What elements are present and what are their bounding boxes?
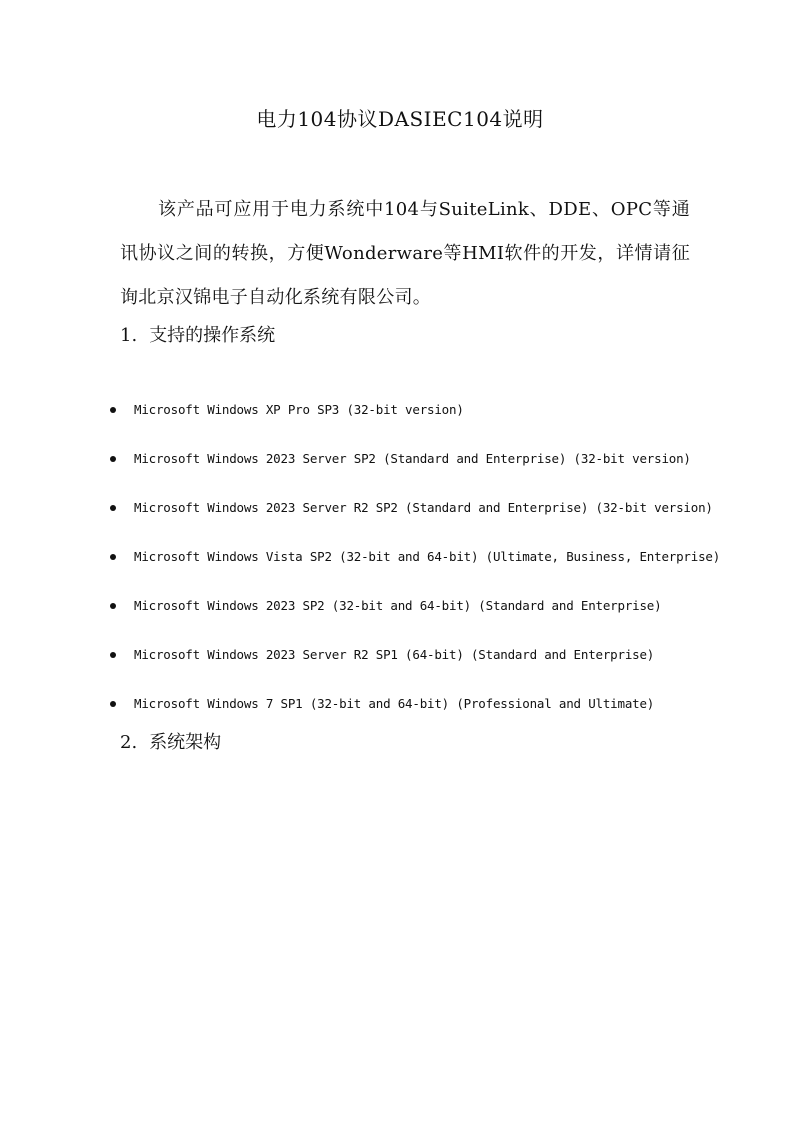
list-item: [110, 581, 750, 630]
list-item: [110, 679, 750, 728]
os-item-text: Microsoft Windows XP Pro SP3 (32-bit version): [134, 402, 464, 417]
section-number: 2.: [120, 732, 138, 753]
section-title: 系统架构: [149, 732, 222, 753]
section-number: 1.: [120, 325, 138, 346]
list-item: [110, 385, 750, 434]
bullet-icon: [110, 407, 116, 413]
os-item-text: Microsoft Windows 2023 Server R2 SP1 (64-bit) (Standard and Enterprise): [134, 647, 655, 662]
list-item: [110, 434, 750, 483]
intro-paragraph: 该产品可应用于电力系统中104与SuiteLink、DDE、OPC等通讯协议之间的转换，方便Wonderware等HMI软件的开发，详情请征询北京汉锦电子自动化系统有限公司。: [120, 199, 690, 308]
bullet-icon: [110, 456, 116, 462]
os-item-text: Microsoft Windows Vista SP2 (32-bit and 64-bit) (Ultimate, Business, Enterprise): [134, 549, 721, 564]
os-item-text: Microsoft Windows 2023 SP2 (32-bit and 64-bit) (Standard and Enterprise): [134, 598, 662, 613]
bullet-icon: [110, 701, 116, 707]
os-item-text: Microsoft Windows 2023 Server SP2 (Standard and Enterprise) (32-bit version): [134, 451, 691, 466]
list-item: [110, 630, 750, 679]
bullet-icon: [110, 603, 116, 609]
section-heading-system-architecture: [120, 730, 221, 756]
bullet-icon: [110, 554, 116, 560]
bullet-icon: [110, 505, 116, 511]
list-item: [110, 532, 750, 581]
supported-os-list: [110, 385, 750, 728]
section-heading-supported-os: [120, 323, 275, 349]
section-title: 支持的操作系统: [149, 325, 276, 346]
os-item-text: Microsoft Windows 2023 Server R2 SP2 (Standard and Enterprise) (32-bit version): [134, 500, 713, 515]
bullet-icon: [110, 652, 116, 658]
list-item: [110, 483, 750, 532]
os-item-text: Microsoft Windows 7 SP1 (32-bit and 64-bit) (Professional and Ultimate): [134, 696, 655, 711]
document-title: 电力104协议DASIEC104说明: [256, 107, 544, 131]
